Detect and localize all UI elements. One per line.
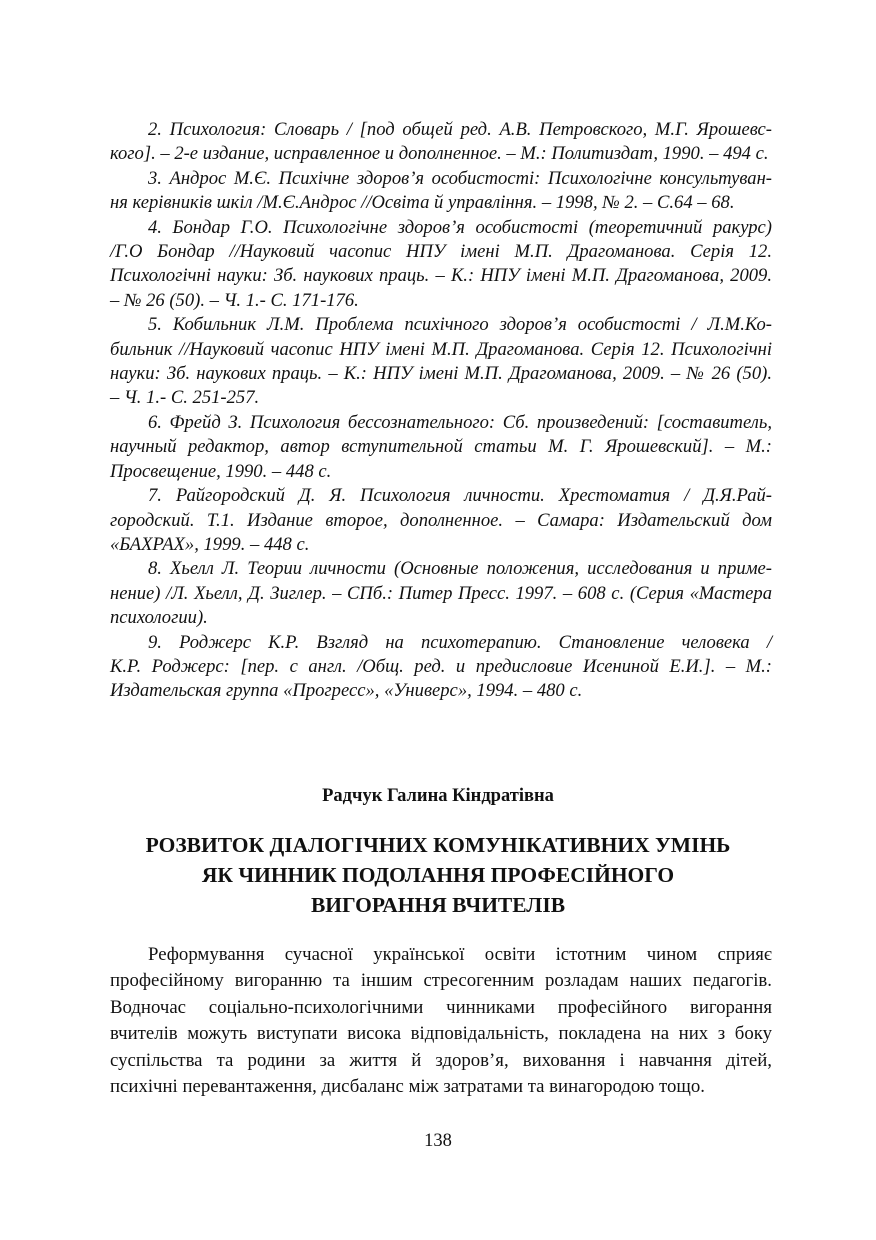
title-line: РОЗВИТОК ДІАЛОГІЧНИХ КОМУНІКАТИВНИХ УМІНЬ [145,833,731,857]
reference-item [110,216,772,314]
reference-item [110,557,772,630]
reference-line: Психологічні науки: Зб. наукових праць. – К.: НПУ імені М.П. Драгоманова, 2009. [110,265,772,287]
reference-item [110,631,772,704]
reference-line: К.Р. Роджерс: [пер. с англ. /Общ. ред. и предисловие Исениной Е.И.]. – М.: [110,655,772,677]
title-line: ВИГОРАННЯ ВЧИТЕЛІВ [310,893,566,917]
reference-line: – Ч. 1.- С. 251-257. [110,387,260,409]
reference-line: бильник //Науковий часопис НПУ імені М.П. Драгоманова. Серія 12. Психологічні [110,338,772,360]
reference-item [110,484,772,557]
body-line: Реформування сучасної української освіти істотним чином сприяє [148,944,772,965]
reference-line: 5. Кобильник Л.М. Проблема психічного здоров’я особистості / Л.М.Ко- [148,314,772,336]
reference-list [110,118,772,704]
reference-line: 7. Райгородский Д. Я. Психология личности. Хрестоматия / Д.Я.Рай- [148,485,772,507]
reference-line: 3. Андрос М.Є. Психічне здоров’я особистості: Психологічне консультуван- [148,167,772,189]
reference-line: 8. Хьелл Л. Теории личности (Основные положения, исследования и приме- [148,558,772,580]
reference-line: нение) /Л. Хьелл, Д. Зиглер. – СПб.: Питер Пресс. 1997. – 608 с. (Серия «Мастера [110,582,772,604]
page-number: 138 [424,1131,452,1151]
reference-line: 2. Психология: Словарь / [под общей ред. А.В. Петровского, М.Г. Ярошевс- [148,119,772,140]
reference-item [110,313,772,411]
reference-line: – № 26 (50). – Ч. 1.- С. 171-176. [110,289,359,311]
body-paragraph [110,942,772,1100]
reference-line: городский. Т.1. Издание второе, дополненное. – Самара: Издательский дом [110,509,772,531]
reference-item [110,411,772,484]
reference-item [110,118,772,167]
article-title [0,830,876,920]
reference-line: Издательская группа «Прогресс», «Универс», 1994. – 480 с. [110,680,583,702]
reference-line: 6. Фрейд З. Психология бессознательного: Сб. произведений: [составитель, [148,411,772,433]
body-line: суспільства та родини за життя й здоров’я, виховання і навчання дітей, [110,1049,772,1071]
body-line: психічні перевантаження, дисбаланс між затратами та винагородою тощо. [110,1076,705,1098]
reference-line: Просвещение, 1990. – 448 с. [110,460,332,482]
reference-line: «БАХРАХ», 1999. – 448 с. [110,533,310,555]
reference-item [110,167,772,216]
reference-line: /Г.О Бондар //Науковий часопис НПУ імені М.П. Драгоманова. Серія 12. [110,241,772,263]
reference-line: ня керівників шкіл /М.Є.Андрос //Освіта й управління. – 1998, № 2. – С.64 – 68. [110,192,735,214]
reference-line: психологии). [110,607,208,629]
body-line: Водночас соціально-психологічними чинниками професійного вигорання [110,996,772,1018]
title-line: ЯК ЧИННИК ПОДОЛАННЯ ПРОФЕСІЙНОГО [201,863,675,887]
reference-line: научный редактор, автор вступительной статьи М. Г. Ярошевский]. – М.: [110,436,772,458]
body-line: професійному вигоранню та іншим стресогенним розладам наших педагогів. [110,970,772,992]
body-line: вчителів можуть виступати висока відповідальність, покладена на них з боку [110,1023,772,1045]
reference-line: науки: Зб. наукових праць. – К.: НПУ імені М.П. Драгоманова, 2009. – № 26 (50). [110,363,772,385]
article-author: Радчук Галина Кіндратівна [322,786,554,806]
reference-line: 4. Бондар Г.О. Психологічне здоров’я особистості (теоретичний ракурс) [148,216,772,238]
reference-line: 9. Роджерс К.Р. Взгляд на психотерапию. Становление человека / [148,631,772,653]
reference-line: кого]. – 2-е издание, исправленное и дополненное. – М.: Политиздат, 1990. – 494 с. [110,143,769,165]
